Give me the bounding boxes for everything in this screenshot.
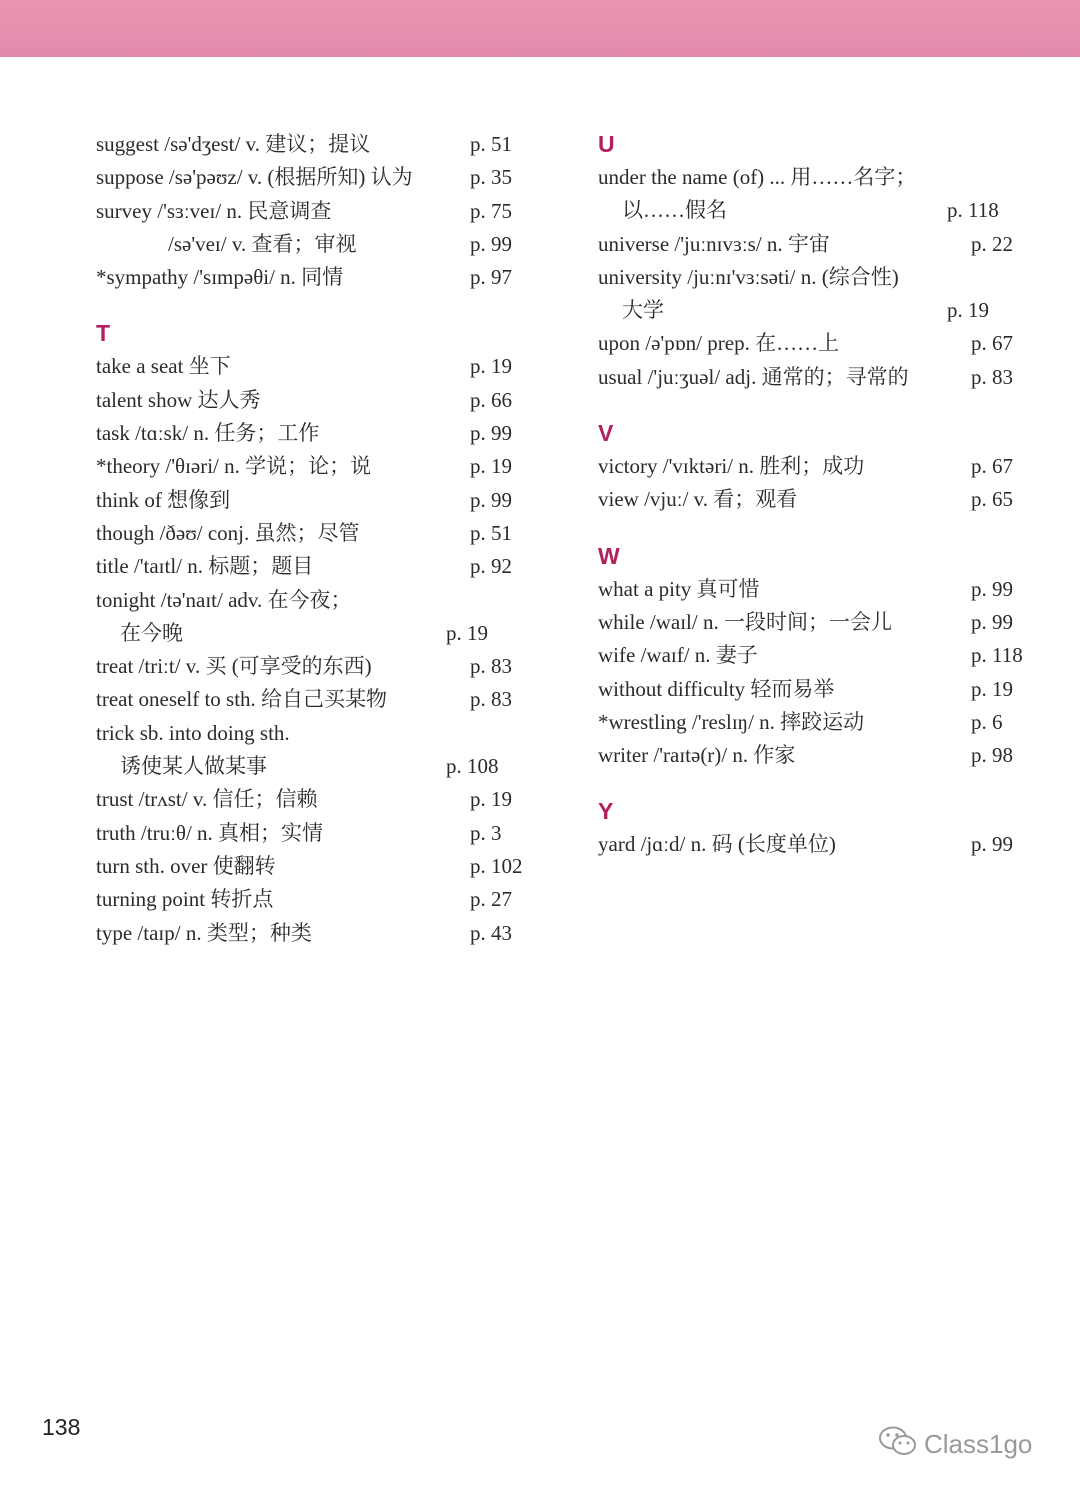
entry-text: title /'taɪtl/ n. 标题；题目 [96, 554, 314, 579]
list-item [598, 639, 1038, 672]
entry-text: type /taɪp/ n. 类型；种类 [96, 920, 312, 945]
entry-text: truth /truːθ/ n. 真相；实情 [96, 820, 324, 845]
entry-text: talent show 达人秀 [96, 387, 261, 412]
list-item [96, 783, 536, 816]
entry-text: think of 想像到 [96, 487, 231, 512]
entry-text: task /tɑːsk/ n. 任务；工作 [96, 421, 320, 446]
list-item [96, 350, 536, 383]
entry-page: p. 98 [971, 743, 1013, 768]
wechat-icon [878, 1424, 918, 1465]
list-item [598, 361, 1038, 394]
entry-page: p. 66 [470, 387, 512, 412]
list-item [96, 650, 536, 683]
entry-page: p. 22 [971, 231, 1013, 256]
list-item [96, 817, 536, 850]
entry-text: writer /'raɪtə(r)/ n. 作家 [598, 743, 796, 768]
entry-text: usual /'juːʒuəl/ adj. 通常的；寻常的 [598, 364, 909, 389]
list-item [96, 683, 536, 716]
entry-text: treat oneself to sth. 给自己买某物 [96, 687, 388, 712]
list-item [96, 717, 536, 750]
list-item [598, 606, 1038, 639]
entry-page: p. 35 [470, 165, 512, 190]
list-item [598, 573, 1038, 606]
entry-text: 诱使某人做某事 [120, 754, 267, 779]
section-letter-v: V [598, 420, 614, 447]
left-column [96, 128, 536, 950]
list-item [598, 739, 1038, 772]
list-item [96, 917, 536, 950]
list-item [96, 161, 536, 194]
entry-text: *theory /'θɪəri/ n. 学说；论；说 [96, 454, 372, 479]
list-item [96, 228, 536, 261]
entry-text: /sə'veɪ/ v. 查看；审视 [168, 231, 357, 256]
entry-text: while /waɪl/ n. 一段时间；一会儿 [598, 609, 892, 634]
list-item [96, 883, 536, 916]
section-letter-y: Y [598, 798, 614, 825]
list-item-continuation [598, 294, 1038, 327]
page-number: 138 [42, 1414, 81, 1440]
entry-text: *sympathy /'sɪmpəθi/ n. 同情 [96, 265, 344, 290]
entry-page: p. 75 [470, 198, 512, 223]
right-column [598, 128, 1038, 862]
list-item [96, 550, 536, 583]
entry-page: p. 27 [470, 887, 512, 912]
entry-text: victory /'vɪktəri/ n. 胜利；成功 [598, 454, 865, 479]
list-item [96, 128, 536, 161]
entry-page: p. 3 [470, 820, 502, 845]
entry-page: p. 19 [470, 354, 512, 379]
entry-text: suggest /sə'dʒest/ v. 建议；提议 [96, 132, 371, 156]
entry-text: 在今晚 [120, 620, 183, 645]
list-item [96, 517, 536, 550]
list-item [598, 828, 1038, 861]
entry-page: p. 99 [971, 576, 1013, 601]
list-item-continuation [96, 750, 536, 783]
list-item [96, 850, 536, 883]
entry-text: *wrestling /'reslɪŋ/ n. 摔跤运动 [598, 709, 865, 734]
entry-page: p. 83 [470, 654, 512, 679]
entry-page: p. 67 [971, 454, 1013, 479]
entry-text: wife /waɪf/ n. 妻子 [598, 643, 758, 668]
list-item [96, 584, 536, 617]
entry-text: trust /trʌst/ v. 信任；信赖 [96, 787, 318, 812]
list-item [598, 261, 1038, 294]
entry-page: p. 19 [470, 787, 512, 812]
entry-page: p. 92 [470, 554, 512, 579]
entry-page: p. 65 [971, 487, 1013, 512]
entry-page: p. 99 [470, 487, 512, 512]
watermark-text: Class1go [924, 1429, 1033, 1459]
header-band [0, 0, 1080, 57]
list-item [598, 228, 1038, 261]
list-item [598, 327, 1038, 360]
entry-page: p. 19 [971, 676, 1013, 701]
list-item [96, 384, 536, 417]
section-letter-u: U [598, 131, 615, 157]
entry-page: p. 99 [971, 832, 1013, 857]
entry-page: p. 118 [971, 643, 1023, 668]
list-item [598, 450, 1038, 483]
section-letter-w: W [598, 542, 620, 569]
entry-text: university /juːnɪ'vɜːsəti/ n. (综合性) [598, 264, 899, 289]
list-item-continuation [598, 194, 1038, 227]
entry-text: take a seat 坐下 [96, 354, 231, 379]
entry-text: suppose /sə'pəʊz/ v. (根据所知) 认为 [96, 165, 413, 190]
entry-text: 以……假名 [622, 198, 727, 223]
list-item [96, 450, 536, 483]
entry-text: yard /jɑːd/ n. 码 (长度单位) [598, 832, 836, 857]
entry-page: p. 19 [470, 454, 512, 479]
entry-text: view /vjuː/ v. 看；观看 [598, 487, 798, 512]
entry-text: under the name (of) ... 用……名字； [598, 165, 917, 189]
entry-page: p. 51 [470, 132, 512, 156]
entry-page: p. 67 [971, 331, 1013, 356]
entry-page: p. 97 [470, 265, 512, 290]
entry-page: p. 19 [446, 620, 488, 645]
list-item [598, 483, 1038, 516]
list-item-continuation [96, 617, 536, 650]
entry-text: what a pity 真可惜 [598, 576, 760, 601]
entry-page: p. 51 [470, 520, 512, 545]
list-item [598, 673, 1038, 706]
entry-text: 大学 [622, 298, 664, 323]
entry-text: survey /'sɜːveɪ/ n. 民意调查 [96, 198, 332, 223]
entry-page: p. 6 [971, 709, 1003, 734]
entry-page: p. 99 [971, 609, 1013, 634]
entry-page: p. 118 [947, 198, 999, 223]
entry-text: turn sth. over 使翻转 [96, 853, 276, 878]
entry-text: tonight /tə'naɪt/ adv. 在今夜； [96, 587, 352, 612]
entry-page: p. 43 [470, 920, 512, 945]
list-item [598, 161, 1038, 194]
entry-text: trick sb. into doing sth. [96, 720, 290, 745]
entry-page: p. 19 [947, 298, 989, 323]
entry-page: p. 83 [470, 687, 512, 712]
list-item [96, 261, 536, 294]
watermark [878, 1424, 1032, 1465]
entry-text: treat /triːt/ v. 买 (可享受的东西) [96, 654, 372, 679]
entry-page: p. 99 [470, 231, 512, 256]
section-letter-t: T [96, 320, 111, 347]
list-item [96, 195, 536, 228]
entry-text: though /ðəʊ/ conj. 虽然；尽管 [96, 520, 360, 545]
list-item [96, 484, 536, 517]
entry-text: turning point 转折点 [96, 887, 274, 912]
entry-text: upon /ə'pɒn/ prep. 在……上 [598, 331, 840, 356]
entry-page: p. 83 [971, 364, 1013, 389]
entry-text: universe /'juːnɪvɜːs/ n. 宇宙 [598, 231, 830, 256]
list-item [598, 706, 1038, 739]
entry-page: p. 102 [470, 853, 523, 878]
entry-text: without difficulty 轻而易举 [598, 676, 835, 701]
entry-page: p. 99 [470, 421, 512, 446]
list-item [96, 417, 536, 450]
entry-page: p. 108 [446, 754, 499, 779]
